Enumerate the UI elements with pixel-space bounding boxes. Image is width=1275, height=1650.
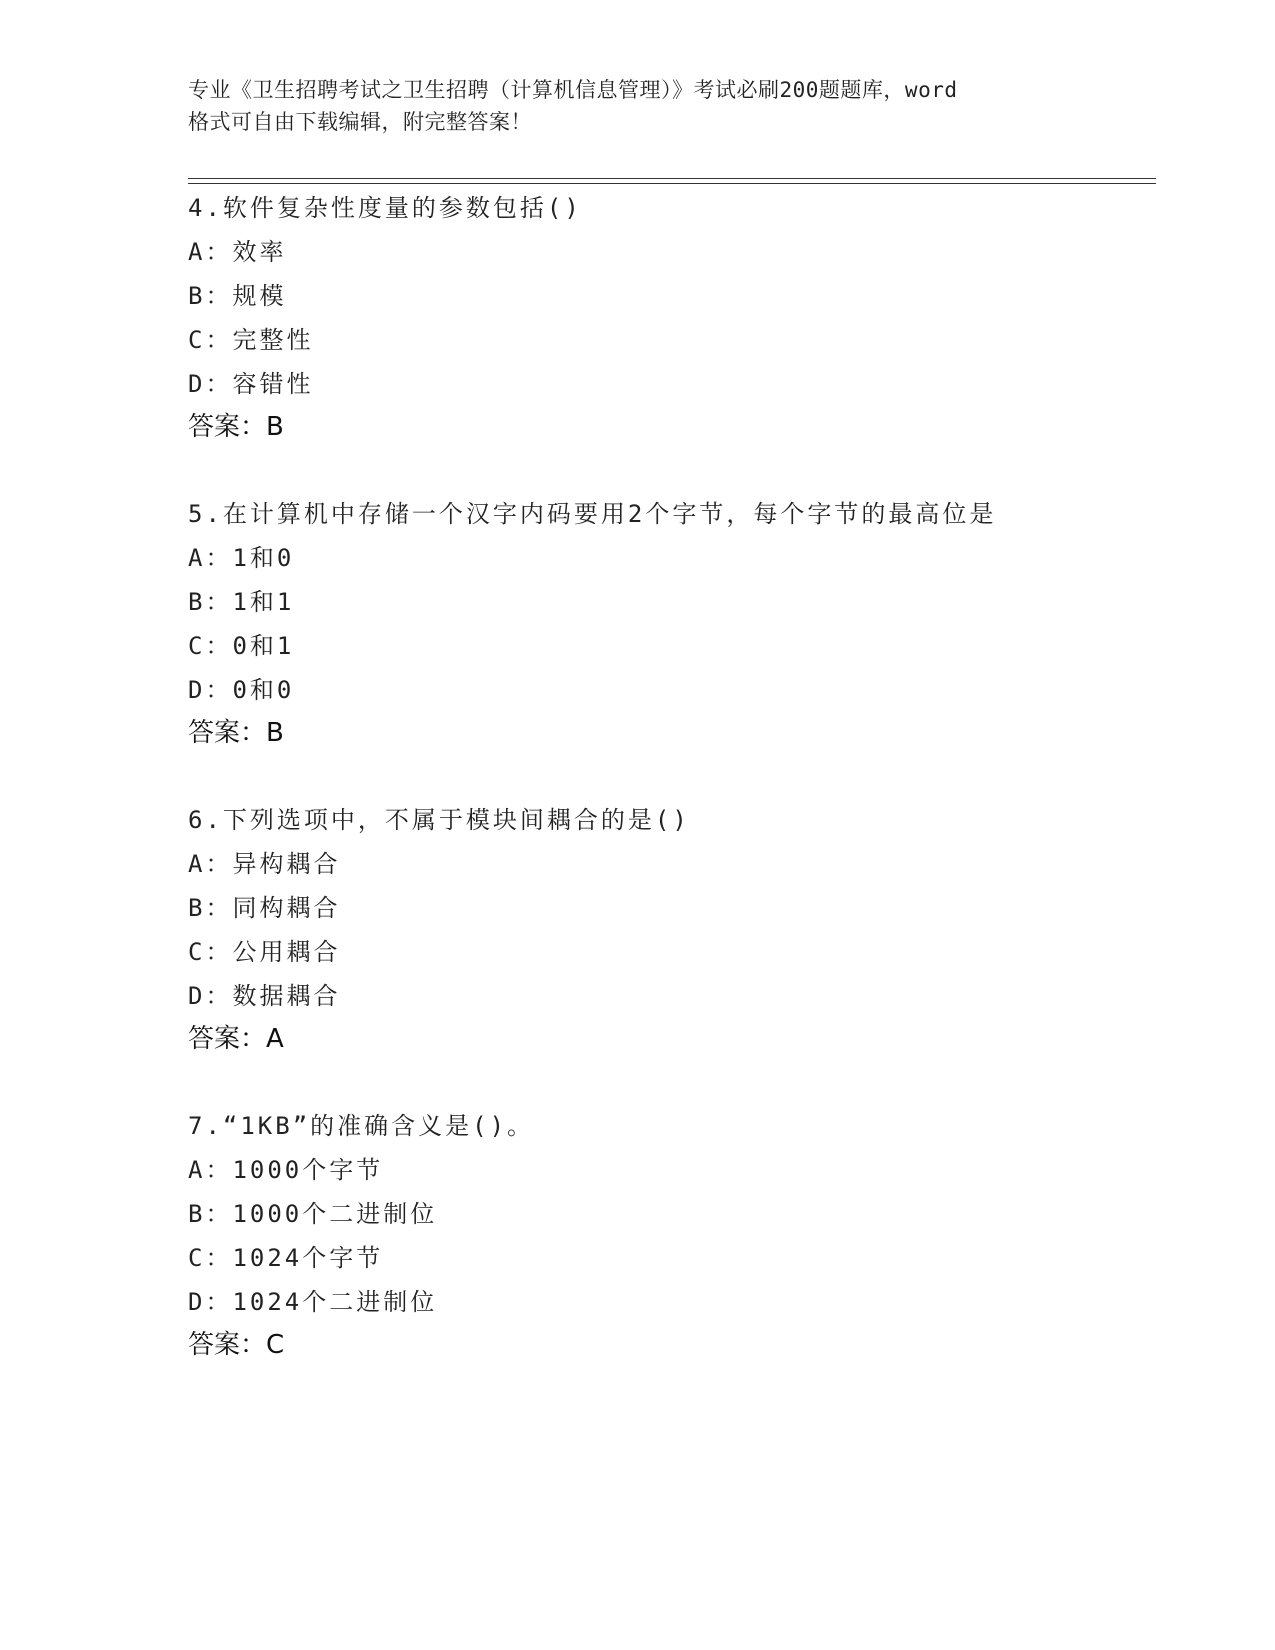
option-a: A：效率: [188, 238, 287, 266]
document-header: [188, 74, 1088, 138]
header-divider-bottom: [188, 183, 1156, 184]
header-divider-top: [188, 178, 1156, 179]
option-a: A：1000个字节: [188, 1156, 384, 1184]
option-d: D：容错性: [188, 370, 314, 398]
header-title-line-1: 专业《卫生招聘考试之卫生招聘（计算机信息管理）》考试必刷200题题库，word: [188, 78, 958, 102]
option-b: B：1000个二进制位: [188, 1200, 438, 1228]
option-d: D：0和0: [188, 676, 295, 704]
question-stem: 7.“1KB”的准确含义是()。: [188, 1112, 535, 1140]
question-stem: 6.下列选项中，不属于模块间耦合的是(): [188, 806, 690, 834]
option-a: A：1和0: [188, 544, 295, 572]
option-d: D：数据耦合: [188, 982, 341, 1010]
option-a: A：异构耦合: [188, 850, 341, 878]
option-d: D：1024个二进制位: [188, 1288, 438, 1316]
answer-label: 答案：B: [188, 412, 284, 442]
answer-label: 答案：B: [188, 718, 284, 748]
option-c: C：公用耦合: [188, 938, 341, 966]
answer-label: 答案：A: [188, 1024, 284, 1054]
option-b: B：同构耦合: [188, 894, 341, 922]
option-c: C：完整性: [188, 326, 314, 354]
header-title-line-2: 格式可自由下载编辑，附完整答案！: [188, 110, 532, 134]
answer-label: 答案：C: [188, 1330, 285, 1360]
option-c: C：0和1: [188, 632, 295, 660]
question-stem: 4.软件复杂性度量的参数包括(): [188, 194, 582, 222]
option-b: B：1和1: [188, 588, 295, 616]
option-b: B：规模: [188, 282, 287, 310]
question-stem: 5.在计算机中存储一个汉字内码要用2个字节，每个字节的最高位是: [188, 500, 997, 528]
option-c: C：1024个字节: [188, 1244, 384, 1272]
